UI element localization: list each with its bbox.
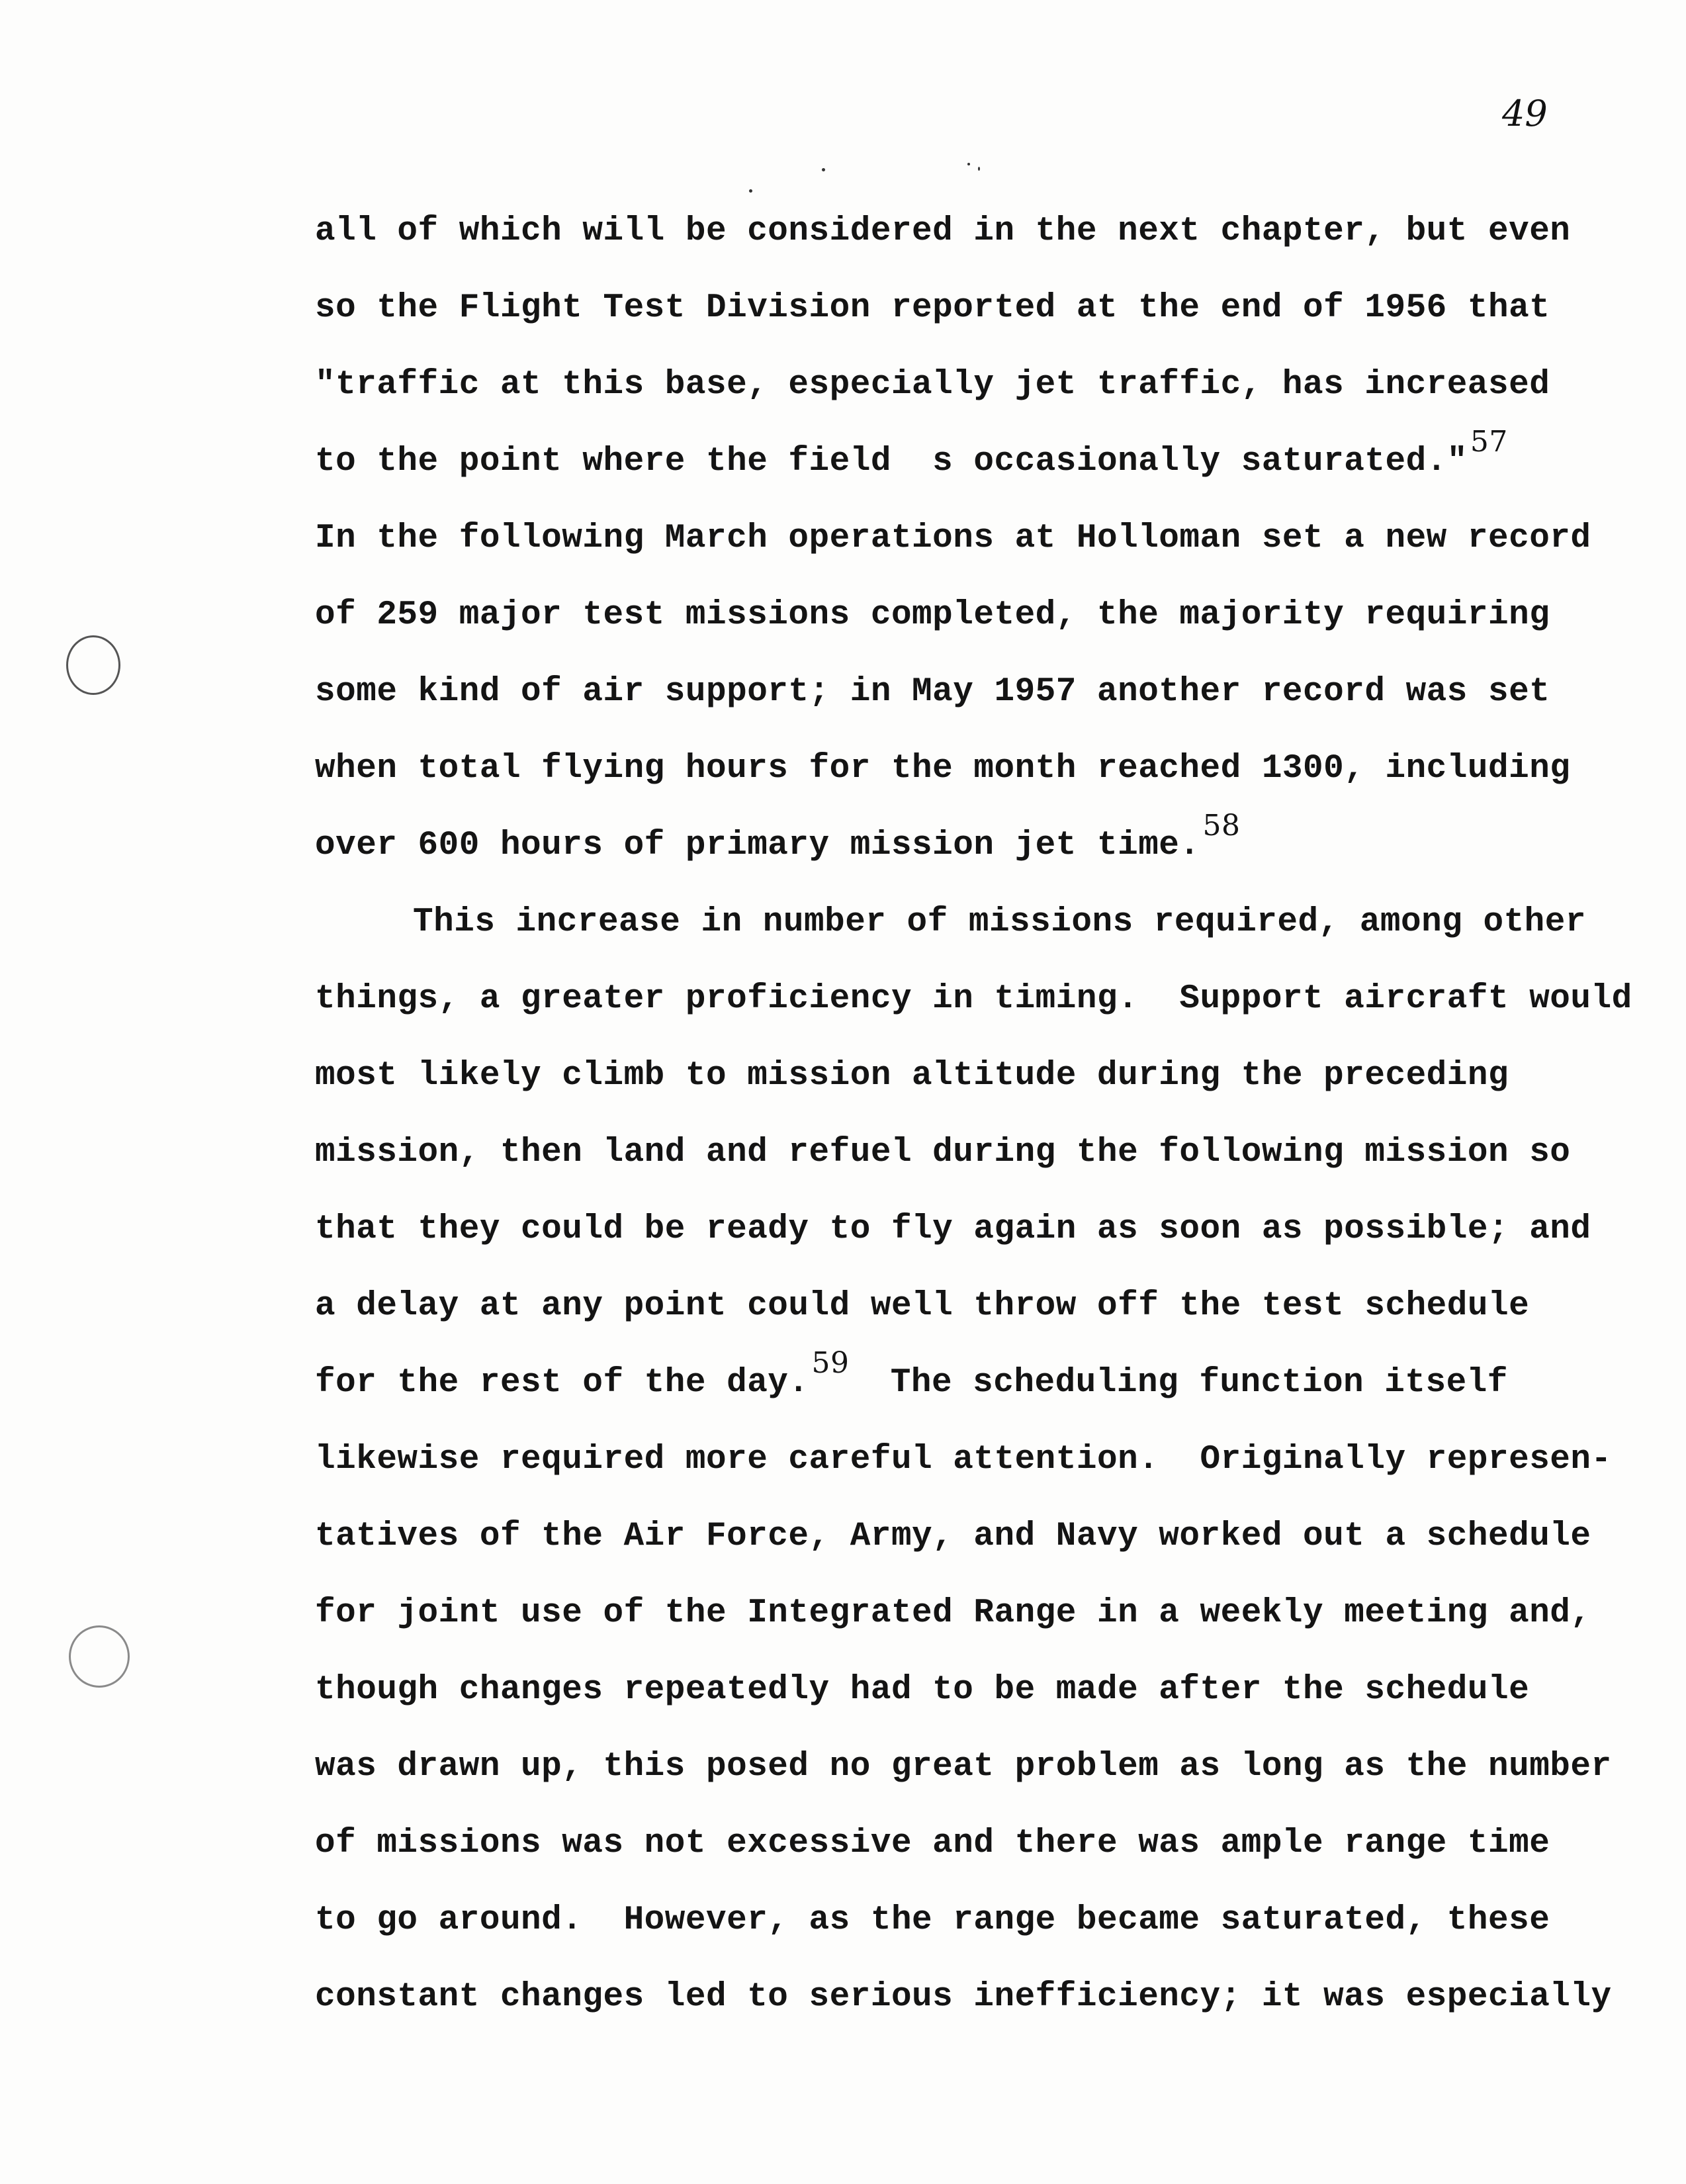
footnote-marker: 57	[1470, 425, 1508, 459]
line-text-continued: The scheduling function itself	[849, 1364, 1508, 1402]
line-text: over 600 hours of primary mission jet time.	[315, 827, 1200, 864]
text-line	[315, 360, 1625, 437]
text-line	[315, 1588, 1625, 1665]
punch-hole	[66, 635, 120, 695]
text-line	[315, 1128, 1625, 1205]
line-text: was drawn up, this posed no great problem as long as the number	[315, 1748, 1612, 1786]
footnote-marker: 58	[1202, 809, 1241, 842]
line-text: In the following March operations at Holloman set a new record	[315, 520, 1591, 557]
body-text	[315, 206, 1632, 2049]
text-line	[315, 1281, 1625, 1358]
text-line	[315, 1665, 1625, 1742]
line-text: of 259 major test missions completed, the majority requiring	[315, 596, 1550, 634]
text-line	[315, 1512, 1625, 1588]
text-line	[315, 206, 1625, 283]
scan-speck	[822, 168, 825, 171]
footnote-marker: 59	[811, 1346, 850, 1380]
line-text: all of which will be considered in the next chapter, but even	[315, 212, 1571, 250]
text-line	[315, 1972, 1625, 2049]
text-line	[315, 897, 1625, 974]
line-text: for joint use of the Integrated Range in a weekly meeting and,	[315, 1594, 1591, 1632]
text-line	[315, 1205, 1625, 1281]
text-line	[315, 667, 1625, 744]
page-number: 49	[1502, 93, 1548, 134]
text-line	[315, 809, 1625, 897]
line-text: for the rest of the day.	[315, 1364, 809, 1402]
punch-hole	[69, 1625, 130, 1688]
line-text: so the Flight Test Division reported at the end of 1956 that	[315, 289, 1550, 327]
line-text: things, a greater proficiency in timing. Support aircraft would	[315, 980, 1632, 1018]
line-text: of missions was not excessive and there was ample range time	[315, 1825, 1550, 1862]
text-line	[315, 1346, 1625, 1435]
scan-speck	[749, 189, 752, 193]
text-line	[315, 1435, 1625, 1512]
line-text: mission, then land and refuel during the following mission so	[315, 1134, 1571, 1171]
line-text: that they could be ready to fly again as soon as possible; and	[315, 1210, 1591, 1248]
line-text: to the point where the field s occasionally saturated."	[315, 443, 1468, 480]
line-text: tatives of the Air Force, Army, and Navy worked out a schedule	[315, 1518, 1591, 1555]
text-line	[315, 1895, 1625, 1972]
text-line	[315, 744, 1625, 821]
text-line	[315, 425, 1625, 514]
text-line	[315, 974, 1632, 1051]
text-line	[315, 590, 1625, 667]
text-line	[315, 1819, 1625, 1895]
line-text: when total flying hours for the month reached 1300, including	[315, 750, 1571, 788]
line-text: "traffic at this base, especially jet traffic, has increased	[315, 366, 1550, 404]
line-text: a delay at any point could well throw off the test schedule	[315, 1287, 1530, 1325]
text-line	[315, 283, 1625, 360]
text-line	[315, 1742, 1625, 1819]
line-text: to go around. However, as the range became saturated, these	[315, 1901, 1550, 1939]
line-text: This increase in number of missions required, among other	[413, 903, 1586, 941]
text-line	[315, 514, 1625, 590]
line-text: constant changes led to serious inefficiency; it was especially	[315, 1978, 1612, 2016]
line-text: though changes repeatedly had to be made after the schedule	[315, 1671, 1530, 1709]
text-line	[315, 1051, 1625, 1128]
scan-speck	[967, 163, 970, 165]
line-text: most likely climb to mission altitude during the preceding	[315, 1057, 1509, 1095]
scan-speck	[978, 167, 980, 171]
line-text: likewise required more careful attention. Originally represen-	[315, 1441, 1612, 1479]
line-text: some kind of air support; in May 1957 another record was set	[315, 673, 1550, 711]
